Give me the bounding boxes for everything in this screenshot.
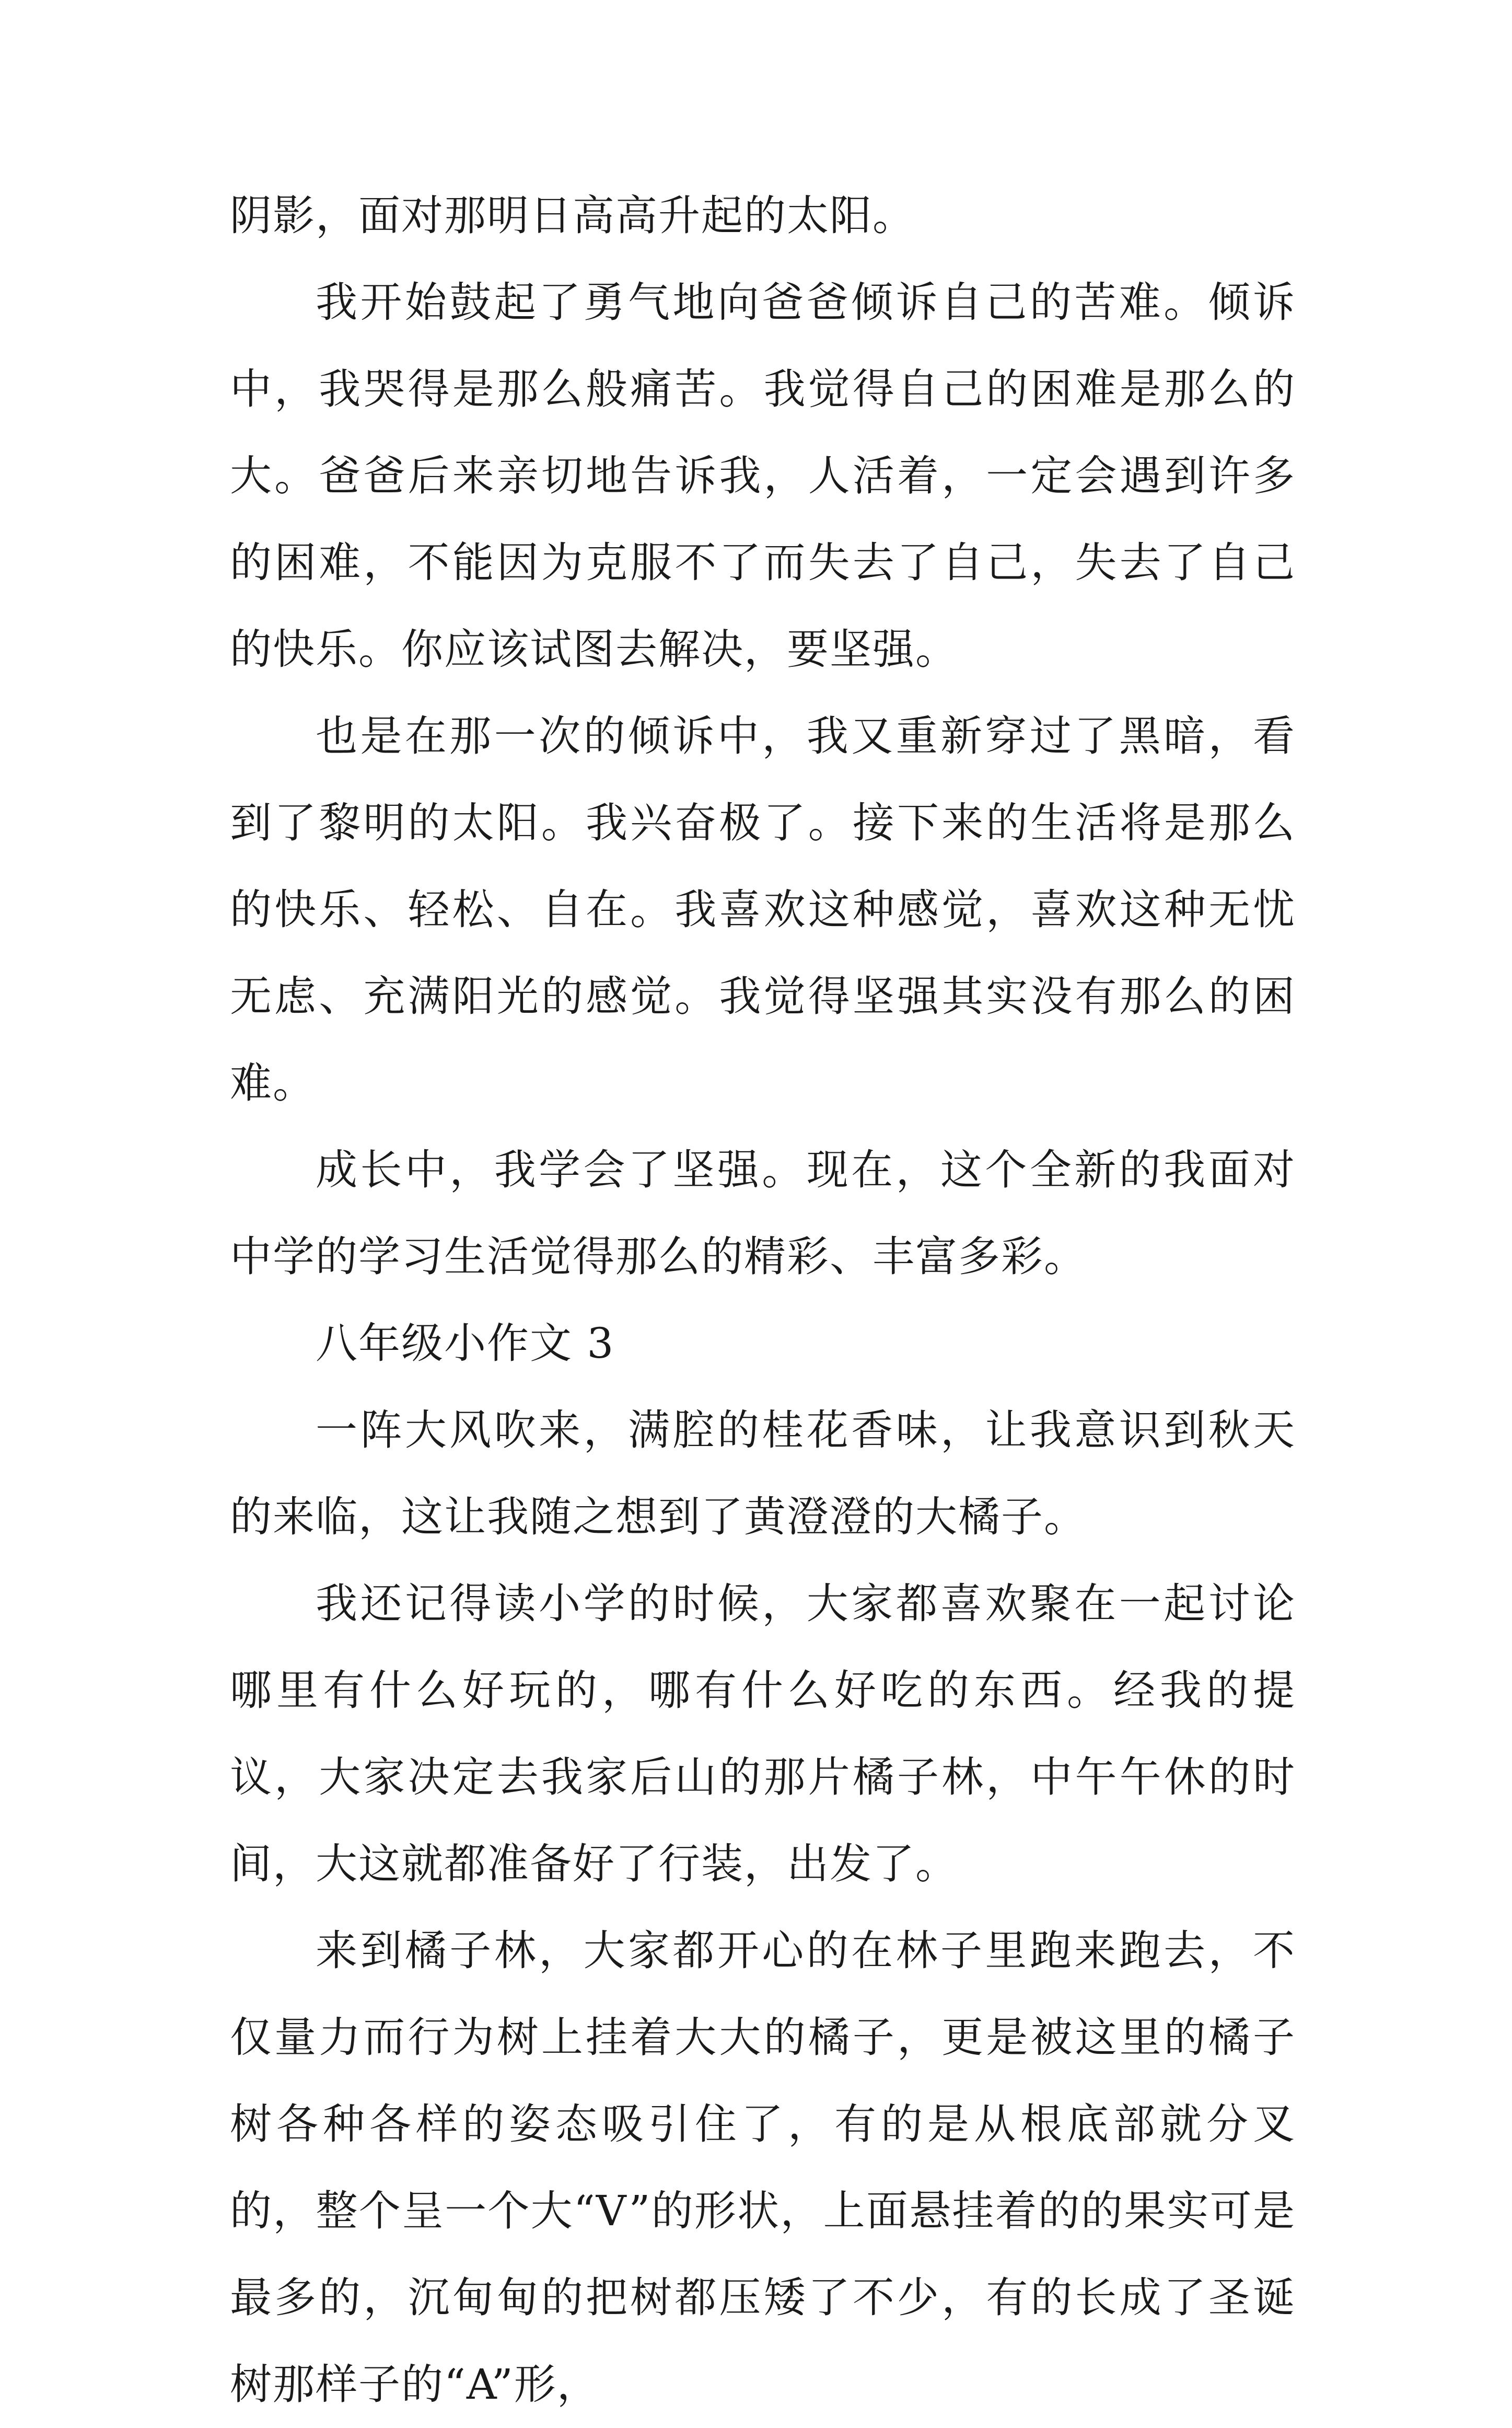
paragraph-3: 也是在那一次的倾诉中，我又重新穿过了黑暗，看到了黎明的太阳。我兴奋极了。接下来的生活将是那么的快乐、轻松、自在。我喜欢这种感觉，喜欢这种无忧无虑、充满阳光的感觉。我觉得坚强其实没有那么的困难。 — [230, 712, 1296, 1107]
paragraph-2: 我开始鼓起了勇气地向爸爸倾诉自己的苦难。倾诉中，我哭得是那么般痛苦。我觉得自己的困难是那么的大。爸爸后来亲切地告诉我，人活着，一定会遇到许多的困难，不能因为克服不了而失去了自己，失去了自己的快乐。你应该试图去解决，要坚强。 — [230, 278, 1296, 674]
paragraph-5: 一阵大风吹来，满腔的桂花香味，让我意识到秋天的来临，这让我随之想到了黄澄澄的大橘子。 — [230, 1406, 1296, 1541]
paragraph-1: 阴影，面对那明日高高升起的太阳。 — [230, 191, 915, 240]
paragraph-6: 我还记得读小学的时候，大家都喜欢聚在一起讨论哪里有什么好玩的，哪有什么好吃的东西。经我的提议，大家决定去我家后山的那片橘子林，中午午休的时间，大这就都准备好了行装，出发了。 — [230, 1579, 1296, 1888]
document-page — [230, 172, 1296, 2428]
paragraph-7: 来到橘子林，大家都开心的在林子里跑来跑去，不仅量力而行为树上挂着大大的橘子，更是被这里的橘子树各种各样的姿态吸引住了，有的是从根底部就分叉的，整个呈一个大“V”的形状，上面悬挂着的的果实可是最多的，沉甸甸的把树都压矮了不少，有的长成了圣诞树那样子的“A”形， — [230, 1926, 1296, 2409]
section-heading: 八年级小作文 3 — [316, 1319, 615, 1368]
paragraph-4: 成长中，我学会了坚强。现在，这个全新的我面对中学的学习生活觉得那么的精彩、丰富多彩。 — [230, 1146, 1296, 1281]
